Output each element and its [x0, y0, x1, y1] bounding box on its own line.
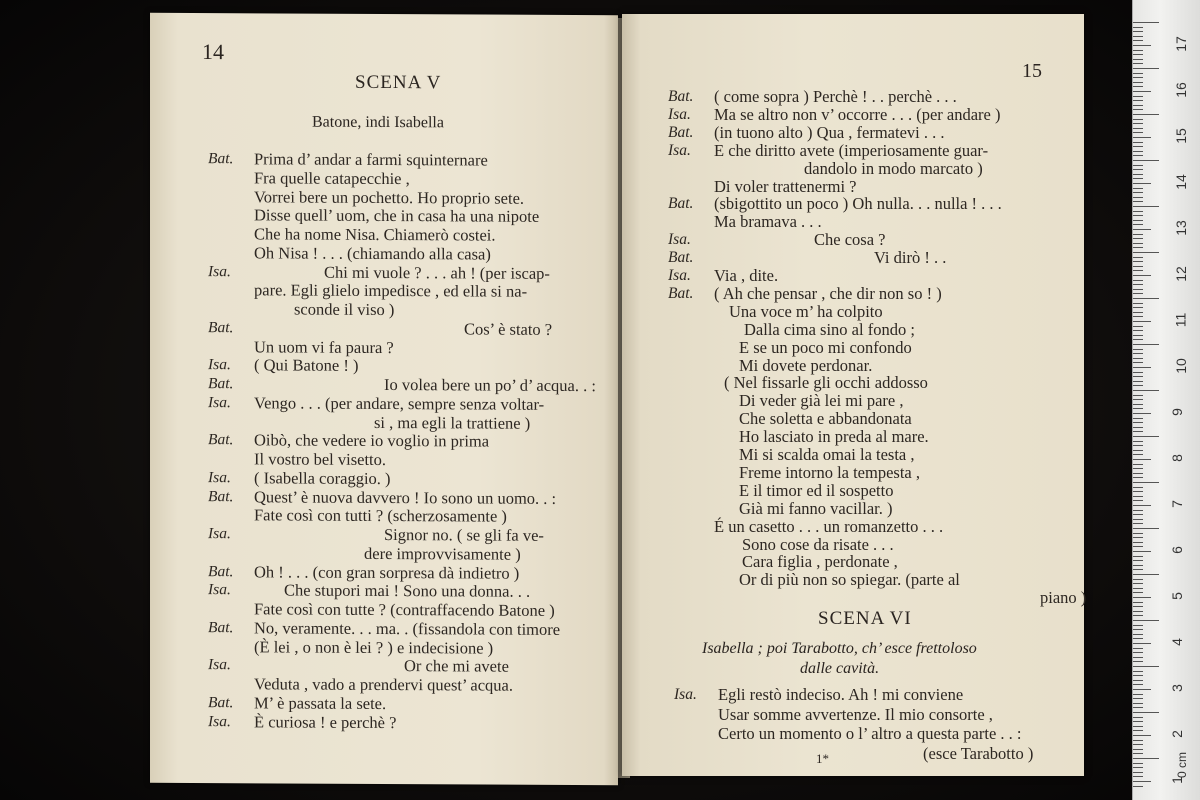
ruler-tick — [1133, 96, 1143, 97]
ruler-number: 6 — [1168, 546, 1185, 554]
ruler-tick — [1133, 399, 1143, 400]
ruler-tick — [1133, 473, 1143, 474]
ruler-tick — [1133, 119, 1143, 120]
ruler-tick — [1133, 491, 1143, 492]
ruler-tick — [1133, 661, 1143, 662]
dialogue-line: piano ) — [1040, 588, 1087, 608]
ruler-tick — [1133, 625, 1143, 626]
speaker-label: Bat. — [208, 562, 234, 580]
ruler-tick — [1133, 247, 1143, 248]
ruler-tick — [1133, 464, 1143, 465]
left-page — [150, 13, 618, 785]
dialogue-line: È curiosa ! e perchè ? — [254, 711, 397, 732]
ruler-number: 13 — [1172, 220, 1189, 236]
ruler-tick — [1133, 565, 1143, 566]
speaker-label: Isa. — [208, 656, 231, 674]
dialogue-line: Fra quelle catapecchie , — [254, 168, 410, 188]
ruler-tick — [1133, 606, 1143, 607]
ruler-tick — [1133, 109, 1143, 110]
ruler-tick — [1133, 353, 1143, 354]
ruler-tick — [1133, 767, 1143, 768]
ruler-tick — [1133, 689, 1151, 690]
speaker-label: Bat. — [208, 618, 234, 636]
ruler-tick — [1133, 514, 1143, 515]
ruler-tick — [1133, 468, 1143, 469]
speaker-label: Isa. — [208, 468, 231, 486]
ruler-tick — [1133, 326, 1143, 327]
ruler-tick — [1133, 312, 1143, 313]
dialogue-line: Una voce m’ ha colpito — [729, 301, 883, 321]
characters-line: Batone, indi Isabella — [312, 113, 444, 132]
ruler-tick — [1133, 629, 1143, 630]
ruler-tick — [1133, 100, 1143, 101]
ruler-tick — [1133, 730, 1143, 731]
ruler-tick — [1133, 91, 1151, 92]
ruler-number: 8 — [1168, 454, 1185, 462]
ruler-tick — [1133, 128, 1143, 129]
ruler-number: 5 — [1168, 592, 1185, 600]
ruler-tick — [1133, 445, 1143, 446]
ruler-tick — [1133, 31, 1143, 32]
ruler-tick — [1133, 652, 1143, 653]
dialogue-line: No, veramente. . . ma. . (fissandola con timore — [254, 618, 561, 639]
dialogue-line: Certo un momento o l’ altro a questa parte . . : — [718, 724, 1022, 743]
ruler-tick — [1133, 404, 1143, 405]
ruler-number: 15 — [1172, 128, 1189, 144]
ruler-tick — [1133, 694, 1143, 695]
ruler-tick — [1133, 611, 1143, 612]
ruler-tick — [1133, 441, 1143, 442]
scene-title-v: SCENA V — [355, 71, 442, 94]
ruler-tick — [1133, 105, 1143, 106]
ruler-tick — [1133, 114, 1159, 115]
ruler-tick — [1133, 684, 1143, 685]
dialogue-line: Via , dite. — [714, 266, 779, 285]
ruler-tick — [1133, 781, 1151, 782]
ruler-tick — [1133, 201, 1143, 202]
ruler-tick — [1133, 349, 1143, 350]
dialogue-line: Mi dovete perdonar. — [739, 355, 873, 375]
ruler-tick — [1133, 59, 1143, 60]
ruler-tick — [1133, 533, 1143, 534]
ruler-tick — [1133, 63, 1143, 64]
ruler-tick — [1133, 763, 1143, 764]
ruler-tick — [1133, 408, 1143, 409]
characters-line-1: Isabella ; poi Tarabotto, ch’ esce frettoloso — [702, 640, 977, 657]
ruler-tick — [1133, 675, 1143, 676]
dialogue-line: Chi mi vuole ? . . . ah ! (per iscap- — [324, 262, 550, 283]
dialogue-line: Di veder già lei mi pare , — [739, 391, 904, 411]
dialogue-line: Veduta , vado a prendervi quest’ acqua. — [254, 674, 514, 695]
speaker-label: Isa. — [668, 231, 691, 249]
ruler-tick — [1133, 395, 1143, 396]
ruler-tick — [1133, 634, 1143, 635]
ruler-tick — [1133, 50, 1143, 51]
dialogue-line: Ho lasciato in preda al mare. — [739, 427, 929, 447]
dialogue-line: Oh ! . . . (con gran sorpresa dà indietro ) — [254, 561, 520, 583]
ruler-tick — [1133, 298, 1159, 299]
ruler-tick — [1133, 436, 1159, 437]
speaker-label: Bat. — [668, 123, 694, 141]
ruler-tick — [1133, 358, 1143, 359]
ruler-number: 12 — [1172, 266, 1189, 282]
ruler-tick — [1133, 560, 1143, 561]
ruler-tick — [1133, 385, 1143, 386]
dialogue-line: Oibò, che vedere io voglio in prima — [254, 430, 490, 451]
dialogue-line: Che stupori mai ! Sono una donna. . . — [284, 580, 531, 602]
dialogue-line: Cara figlia , perdonate , — [742, 552, 898, 572]
ruler-tick — [1133, 454, 1143, 455]
ruler-tick — [1133, 505, 1151, 506]
ruler-tick — [1133, 160, 1159, 161]
ruler-tick — [1133, 574, 1159, 575]
ruler-tick — [1133, 68, 1159, 69]
ruler-tick — [1133, 362, 1143, 363]
speaker-label: Bat. — [668, 284, 694, 302]
ruler-tick — [1133, 178, 1143, 179]
dialogue-line: ( Isabella coraggio. ) — [254, 468, 391, 488]
speaker-label: Isa. — [208, 712, 231, 730]
ruler-number: 1 — [1168, 776, 1185, 784]
ruler-tick — [1133, 542, 1143, 543]
ruler-number: 11 — [1172, 312, 1189, 328]
dialogue-line: Or di più non so spiegar. (parte al — [739, 570, 960, 590]
ruler-tick — [1133, 224, 1143, 225]
dialogue-line: Or che mi avete — [404, 656, 509, 676]
ruler-tick — [1133, 183, 1151, 184]
speaker-label: Bat. — [208, 150, 234, 168]
ruler-tick — [1133, 717, 1143, 718]
dialogue-line: si , ma egli la trattiene ) — [374, 412, 531, 433]
ruler-tick — [1133, 422, 1143, 423]
ruler-tick — [1133, 569, 1143, 570]
ruler-tick — [1133, 726, 1143, 727]
ruler-number: 16 — [1172, 82, 1189, 98]
ruler-tick — [1133, 123, 1143, 124]
ruler-tick — [1133, 238, 1143, 239]
ruler-tick — [1133, 546, 1143, 547]
ruler-tick — [1133, 36, 1143, 37]
ruler-tick — [1133, 275, 1151, 276]
ruler-tick — [1133, 698, 1143, 699]
speaker-label: Isa. — [208, 525, 231, 543]
ruler-tick — [1133, 744, 1143, 745]
ruler-tick — [1133, 257, 1143, 258]
ruler-tick — [1133, 82, 1143, 83]
dialogue-line: Disse quell’ uom, che in casa ha una nipote — [254, 205, 540, 227]
ruler-tick — [1133, 303, 1143, 304]
signature-mark: 1* — [816, 751, 829, 766]
dialogue-line: Vi dirò ! . . — [874, 248, 947, 268]
ruler-number: 9 — [1168, 408, 1185, 416]
ruler-tick — [1133, 335, 1143, 336]
ruler-tick — [1133, 418, 1143, 419]
ruler-tick — [1133, 197, 1143, 198]
dialogue-line: Cos’ è stato ? — [464, 319, 553, 339]
dialogue-line: Ma bramava . . . — [714, 212, 822, 232]
ruler-tick — [1133, 215, 1143, 216]
ruler-tick — [1133, 289, 1143, 290]
ruler-number: 2 — [1168, 730, 1185, 738]
ruler-tick — [1133, 583, 1143, 584]
ruler-tick — [1133, 638, 1143, 639]
ruler-tick — [1133, 537, 1143, 538]
dialogue-line: Di voler trattenermi ? — [714, 176, 857, 196]
dialogue-line: Freme intorno la tempesta , — [739, 462, 920, 482]
dialogue-line: Mi si scalda omai la testa , — [739, 445, 915, 464]
ruler-tick — [1133, 459, 1151, 460]
ruler-tick — [1133, 146, 1143, 147]
ruler-tick — [1133, 307, 1143, 308]
dialogue-line: Egli restò indeciso. Ah ! mi conviene — [718, 685, 964, 704]
ruler-tick — [1133, 316, 1143, 317]
speaker-label: Isa. — [208, 393, 231, 411]
ruler-tick — [1133, 602, 1143, 603]
ruler-tick — [1133, 270, 1143, 271]
dialogue-line: dere improvvisamente ) — [364, 543, 521, 564]
ruler-tick — [1133, 54, 1143, 55]
ruler-tick — [1133, 413, 1151, 414]
speaker-label: Bat. — [208, 431, 234, 449]
ruler-tick — [1133, 735, 1151, 736]
speaker-label: Bat. — [208, 487, 234, 505]
ruler-number: 7 — [1168, 500, 1185, 508]
dialogue-line: dandolo in modo marcato ) — [804, 158, 983, 178]
ruler-tick — [1133, 588, 1143, 589]
ruler-tick — [1133, 293, 1143, 294]
speaker-label: Bat. — [208, 693, 234, 711]
dialogue-line: (È lei , o non è lei ? ) e indecisione ) — [254, 636, 494, 658]
ruler-tick — [1133, 740, 1143, 741]
dialogue-line: (in tuono alto ) Qua , fermatevi . . . — [714, 122, 945, 142]
ruler-tick — [1133, 229, 1151, 230]
ruler-tick — [1133, 556, 1143, 557]
dialogue-line: Vorrei bere un pochetto. Ho proprio sete. — [254, 186, 525, 208]
ruler-tick — [1133, 482, 1159, 483]
ruler-tick — [1133, 721, 1143, 722]
ruler-tick — [1133, 137, 1151, 138]
dialogue-line: É un casetto . . . un romanzetto . . . — [714, 516, 944, 536]
ruler-tick — [1133, 77, 1143, 78]
ruler-tick — [1133, 266, 1143, 267]
ruler-number: 17 — [1172, 36, 1189, 52]
ruler-tick — [1133, 753, 1143, 754]
ruler-tick — [1133, 220, 1143, 221]
ruler-tick — [1133, 620, 1159, 621]
ruler-tick — [1133, 749, 1143, 750]
ruler-tick — [1133, 500, 1143, 501]
ruler-tick — [1133, 206, 1159, 207]
dialogue-line: Già mi fanno vacillar. ) — [739, 498, 893, 518]
dialogue-line: Oh Nisa ! . . . (chiamando alla casa) — [254, 243, 491, 264]
dialogue-line: Ma se altro non v’ occorre . . . (per andare ) — [714, 104, 1001, 124]
ruler-tick — [1133, 151, 1143, 152]
dialogue-line: Sono cose da risate . . . — [742, 534, 894, 554]
ruler-tick — [1133, 487, 1143, 488]
ruler-tick — [1133, 510, 1143, 511]
ruler-tick — [1133, 431, 1143, 432]
ruler-tick — [1133, 427, 1143, 428]
speaker-label: Isa. — [668, 267, 691, 284]
ruler-number: 4 — [1168, 638, 1185, 646]
ruler-tick — [1133, 86, 1143, 87]
dialogue-line: Fate così con tutte ? (contraffacendo Batone ) — [254, 599, 555, 620]
ruler-tick — [1133, 284, 1143, 285]
ruler-tick — [1133, 643, 1151, 644]
ruler-number: 14 — [1172, 174, 1189, 190]
dialogue-line: Un uom vi fa paura ? — [254, 336, 394, 357]
ruler-tick — [1133, 519, 1143, 520]
speaker-label: Bat. — [208, 375, 234, 393]
ruler-tick — [1133, 496, 1143, 497]
dialogue-line: sconde il viso ) — [294, 299, 395, 320]
characters-line-2: dalle cavità. — [800, 660, 880, 677]
dialogue-line: Il vostro bel visetto. — [254, 449, 386, 470]
speaker-label: Isa. — [668, 141, 691, 159]
page-number-left: 14 — [202, 39, 224, 65]
ruler-tick — [1133, 211, 1143, 212]
ruler-tick — [1133, 330, 1143, 331]
ruler-tick — [1133, 27, 1143, 28]
speaker-label: Isa. — [208, 581, 231, 599]
ruler-tick — [1133, 390, 1159, 391]
ruler-tick — [1133, 597, 1151, 598]
speaker-label: Isa. — [208, 262, 231, 280]
ruler-tick — [1133, 73, 1143, 74]
speaker-label: Isa. — [208, 356, 231, 374]
ruler-tick — [1133, 703, 1143, 704]
dialogue-line: Vengo . . . (per andare, sempre senza voltar- — [254, 393, 545, 414]
dialogue-line: Usar somme avvertenze. Il mio consorte , — [718, 704, 993, 724]
dialogue-line: Dalla cima sino al fondo ; — [744, 319, 915, 339]
ruler-tick — [1133, 551, 1151, 552]
ruler-tick — [1133, 579, 1143, 580]
ruler-number: 3 — [1168, 684, 1185, 692]
ruler-tick — [1133, 261, 1143, 262]
ruler-tick — [1133, 155, 1143, 156]
ruler-tick — [1133, 372, 1143, 373]
ruler-tick — [1133, 252, 1159, 253]
dialogue-line: pare. Egli glielo impedisce , ed ella si na- — [254, 280, 528, 301]
dialogue-line: ( Qui Batone ! ) — [254, 355, 359, 376]
ruler-tick — [1133, 169, 1143, 170]
ruler-number: 10 — [1172, 358, 1189, 374]
ruler-tick — [1133, 243, 1143, 244]
ruler-tick — [1133, 615, 1143, 616]
dialogue-line: ( Ah che pensar , che dir non so ! ) — [714, 283, 942, 303]
ruler-tick — [1133, 528, 1159, 529]
ruler-tick — [1133, 648, 1143, 649]
ruler-tick — [1133, 450, 1143, 451]
dialogue-line: M’ è passata la sete. — [254, 693, 387, 713]
speaker-label: Isa. — [668, 105, 691, 123]
speaker-label: Isa. — [674, 686, 697, 703]
ruler-tick — [1133, 671, 1143, 672]
dialogue-line: E che diritto avete (imperiosamente guar- — [714, 140, 989, 160]
ruler-tick — [1133, 786, 1143, 787]
dialogue-line: E il timor ed il sospetto — [739, 480, 894, 500]
ruler-tick — [1133, 772, 1143, 773]
dialogue-line: Che ha nome Nisa. Chiamerò costei. — [254, 224, 496, 245]
dialogue-line: E se un poco mi confondo — [739, 337, 912, 357]
ruler-tick — [1133, 339, 1143, 340]
ruler-tick — [1133, 344, 1159, 345]
measuring-ruler — [1132, 0, 1200, 800]
ruler-tick — [1133, 657, 1143, 658]
ruler-tick — [1133, 523, 1143, 524]
ruler-tick — [1133, 712, 1159, 713]
ruler-tick — [1133, 666, 1159, 667]
dialogue-line: Quest’ è nuova davvero ! Io sono un uomo. . : — [254, 486, 557, 508]
ruler-tick — [1133, 758, 1159, 759]
ruler-tick — [1133, 477, 1143, 478]
ruler-tick — [1133, 376, 1143, 377]
speaker-label: Bat. — [208, 318, 234, 336]
ruler-tick — [1133, 188, 1143, 189]
speaker-label: Bat. — [668, 249, 694, 267]
ruler-tick — [1133, 776, 1143, 777]
dialogue-line: Io volea bere un po’ d’ acqua. . : — [384, 375, 596, 396]
ruler-tick — [1133, 381, 1143, 382]
dialogue-line: Prima d’ andar a farmi squinternare — [254, 149, 488, 170]
dialogue-line: Che soletta e abbandonata — [739, 409, 912, 429]
right-page — [622, 14, 1087, 776]
ruler-tick — [1133, 280, 1143, 281]
page-number-right: 15 — [1022, 60, 1042, 82]
speaker-label: Bat. — [668, 195, 694, 213]
ruler-tick — [1133, 132, 1143, 133]
ruler-tick — [1133, 367, 1151, 368]
ruler-tick — [1133, 234, 1143, 235]
dialogue-line: ( come sopra ) Perchè ! . . perchè . . . — [714, 87, 957, 106]
ruler-tick — [1133, 40, 1143, 41]
ruler-tick — [1133, 22, 1159, 23]
scene-title-vi: SCENA VI — [818, 608, 912, 629]
ruler-tick — [1133, 707, 1143, 708]
speaker-label: Bat. — [668, 88, 694, 105]
ruler-tick — [1133, 321, 1151, 322]
ruler-unit: 0 cm — [1175, 751, 1190, 779]
ruler-tick — [1133, 192, 1143, 193]
ruler-tick — [1133, 142, 1143, 143]
ruler-tick — [1133, 680, 1143, 681]
dialogue-line: (sbigottito un poco ) Oh nulla. . . nulla ! . . . — [714, 194, 1002, 214]
ruler-tick — [1133, 165, 1143, 166]
dialogue-line: Signor no. ( se gli fa ve- — [384, 525, 544, 545]
ruler-tick — [1133, 45, 1151, 46]
dialogue-line: Che cosa ? — [814, 230, 886, 250]
dialogue-line: ( Nel fissarle gli occhi addosso — [724, 373, 928, 393]
dialogue-line: Fate così con tutti ? (scherzosamente ) — [254, 505, 507, 526]
dialogue-line: (esce Tarabotto ) — [923, 743, 1034, 763]
ruler-tick — [1133, 592, 1143, 593]
ruler-tick — [1133, 174, 1143, 175]
